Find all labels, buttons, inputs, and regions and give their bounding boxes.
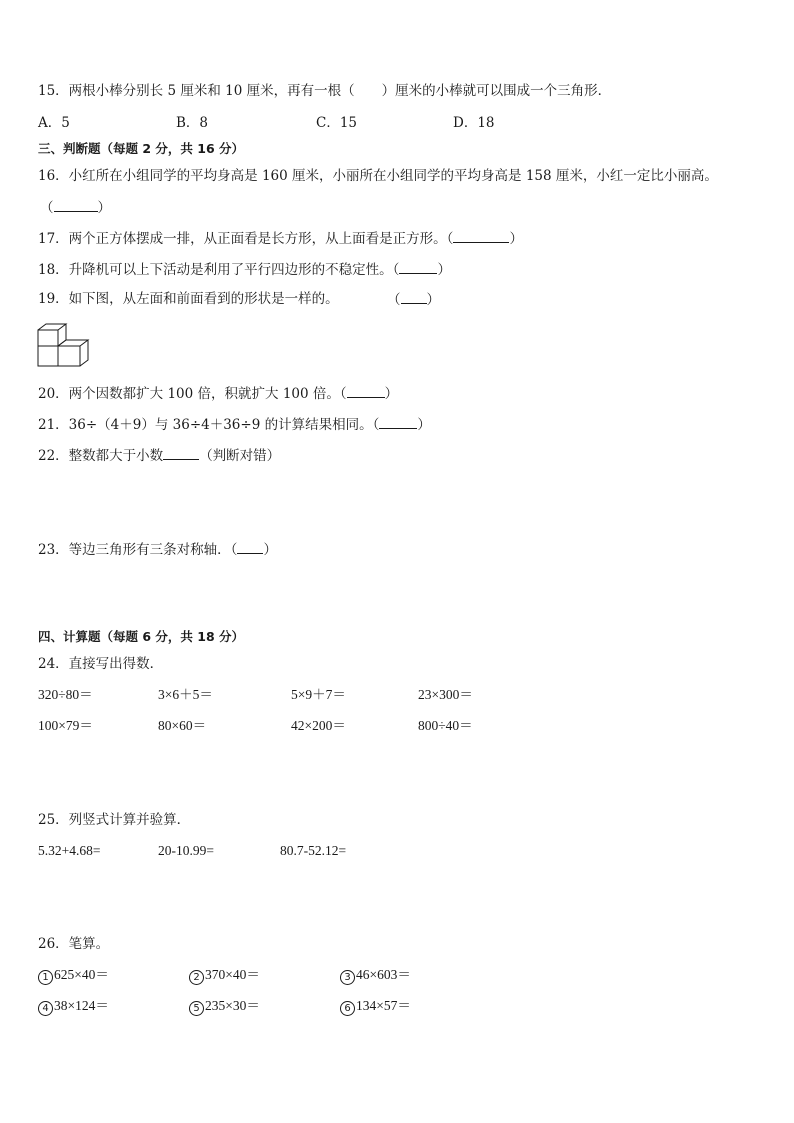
q20-text: 20．两个因数都扩大 100 倍，积就扩大 100 倍。（ xyxy=(38,386,347,402)
q22-text: 22．整数都大于小数 xyxy=(38,448,164,464)
q26-item-text: 235×30＝ xyxy=(205,998,260,1013)
q18-answer-blank[interactable] xyxy=(399,260,437,274)
q19-answer-blank[interactable] xyxy=(401,290,427,304)
q17-paren-close: ） xyxy=(509,231,523,247)
q15-option-c: C．15 xyxy=(316,115,358,131)
q15-option-a: A．5 xyxy=(38,115,70,131)
q18-paren-close: ） xyxy=(437,262,451,278)
q24-item: 800÷40＝ xyxy=(418,718,473,733)
q21-text: 21．36÷（4＋9）与 36÷4＋36÷9 的计算结果相同。（ xyxy=(38,417,380,433)
circled-number-icon: 6 xyxy=(340,1001,355,1016)
q19-paren-open: （ xyxy=(387,292,401,308)
q26-item-text: 625×40＝ xyxy=(54,967,109,982)
q16-answer-blank[interactable] xyxy=(54,198,98,212)
q16-paren-open: （ xyxy=(40,200,54,216)
q25-item: 5.32+4.68= xyxy=(38,843,101,858)
q17-text: 17．两个正方体摆成一排，从正面看是长方形，从上面看是正方形。（ xyxy=(38,231,454,247)
q23-paren-close: ） xyxy=(263,542,277,558)
q20-paren-close: ） xyxy=(384,386,399,402)
circled-number-icon: 5 xyxy=(189,1001,204,1016)
q24-item: 42×200＝ xyxy=(291,718,346,733)
section-4-heading: 四、计算题（每题 6 分，共 18 分） xyxy=(38,629,245,644)
q16-paren-close: ） xyxy=(97,200,111,216)
question-25: 25．列竖式计算并验算． xyxy=(38,812,191,828)
q20-answer-blank[interactable] xyxy=(347,384,385,398)
circled-number-icon: 4 xyxy=(38,1001,53,1016)
circled-number-icon: 2 xyxy=(189,970,204,985)
q23-text: 23．等边三角形有三条对称轴．（ xyxy=(38,542,238,558)
question-16: 16．小红所在小组同学的平均身高是 160 厘米，小丽所在小组同学的平均身高是 158 厘米，小红一定比小丽高。 xyxy=(38,168,718,184)
q22-answer-blank[interactable] xyxy=(163,446,199,460)
q26-item xyxy=(340,966,411,985)
q24-item: 80×60＝ xyxy=(158,718,207,733)
cube-stack-figure xyxy=(36,322,90,372)
q21-paren-close: ） xyxy=(417,417,431,433)
q18-text: 18．升降机可以上下活动是利用了平行四边形的不稳定性。（ xyxy=(38,262,400,278)
q26-item-text: 370×40＝ xyxy=(205,967,260,982)
q26-item xyxy=(189,966,260,985)
q26-item-text: 46×603＝ xyxy=(356,967,411,982)
q16-answer xyxy=(40,198,111,217)
section-3-heading: 三、判断题（每题 2 分，共 16 分） xyxy=(38,141,245,156)
q24-item: 3×6＋5＝ xyxy=(158,687,213,702)
q26-item xyxy=(189,997,260,1016)
q26-item-text: 38×124＝ xyxy=(54,998,109,1013)
question-22 xyxy=(38,446,280,465)
question-18 xyxy=(38,260,451,279)
question-23 xyxy=(38,540,277,559)
question-21 xyxy=(38,415,431,434)
question-19 xyxy=(38,290,339,308)
circled-number-icon: 3 xyxy=(340,970,355,985)
question-15: 15．两根小棒分别长 5 厘米和 10 厘米，再有一根（ ）厘米的小棒就可以围成一个三角形． xyxy=(38,83,612,99)
q24-item: 320÷80＝ xyxy=(38,687,93,702)
question-20 xyxy=(38,384,398,403)
q21-answer-blank[interactable] xyxy=(379,415,417,429)
q19-text: 19．如下图，从左面和前面看到的形状是一样的。 xyxy=(38,291,339,307)
q15-option-b: B．8 xyxy=(176,115,209,131)
q26-item xyxy=(340,997,411,1016)
q24-item: 23×300＝ xyxy=(418,687,473,702)
q26-item xyxy=(38,997,109,1016)
q15-option-d: D．18 xyxy=(453,115,495,131)
question-24: 24．直接写出得数． xyxy=(38,656,164,672)
q24-item: 5×9＋7＝ xyxy=(291,687,346,702)
question-17 xyxy=(38,229,523,248)
q26-item xyxy=(38,966,109,985)
q23-answer-blank[interactable] xyxy=(237,540,263,554)
q26-item-text: 134×57＝ xyxy=(356,998,411,1013)
q24-item: 100×79＝ xyxy=(38,718,93,733)
question-26: 26．笔算。 xyxy=(38,936,110,952)
q25-item: 20-10.99= xyxy=(158,843,214,858)
q25-item: 80.7-52.12= xyxy=(280,843,347,858)
circled-number-icon: 1 xyxy=(38,970,53,985)
q17-answer-blank[interactable] xyxy=(453,229,509,243)
q19-paren-close: ） xyxy=(426,292,440,308)
q19-answer xyxy=(387,290,440,309)
q22-suffix: （判断对错） xyxy=(199,448,281,464)
